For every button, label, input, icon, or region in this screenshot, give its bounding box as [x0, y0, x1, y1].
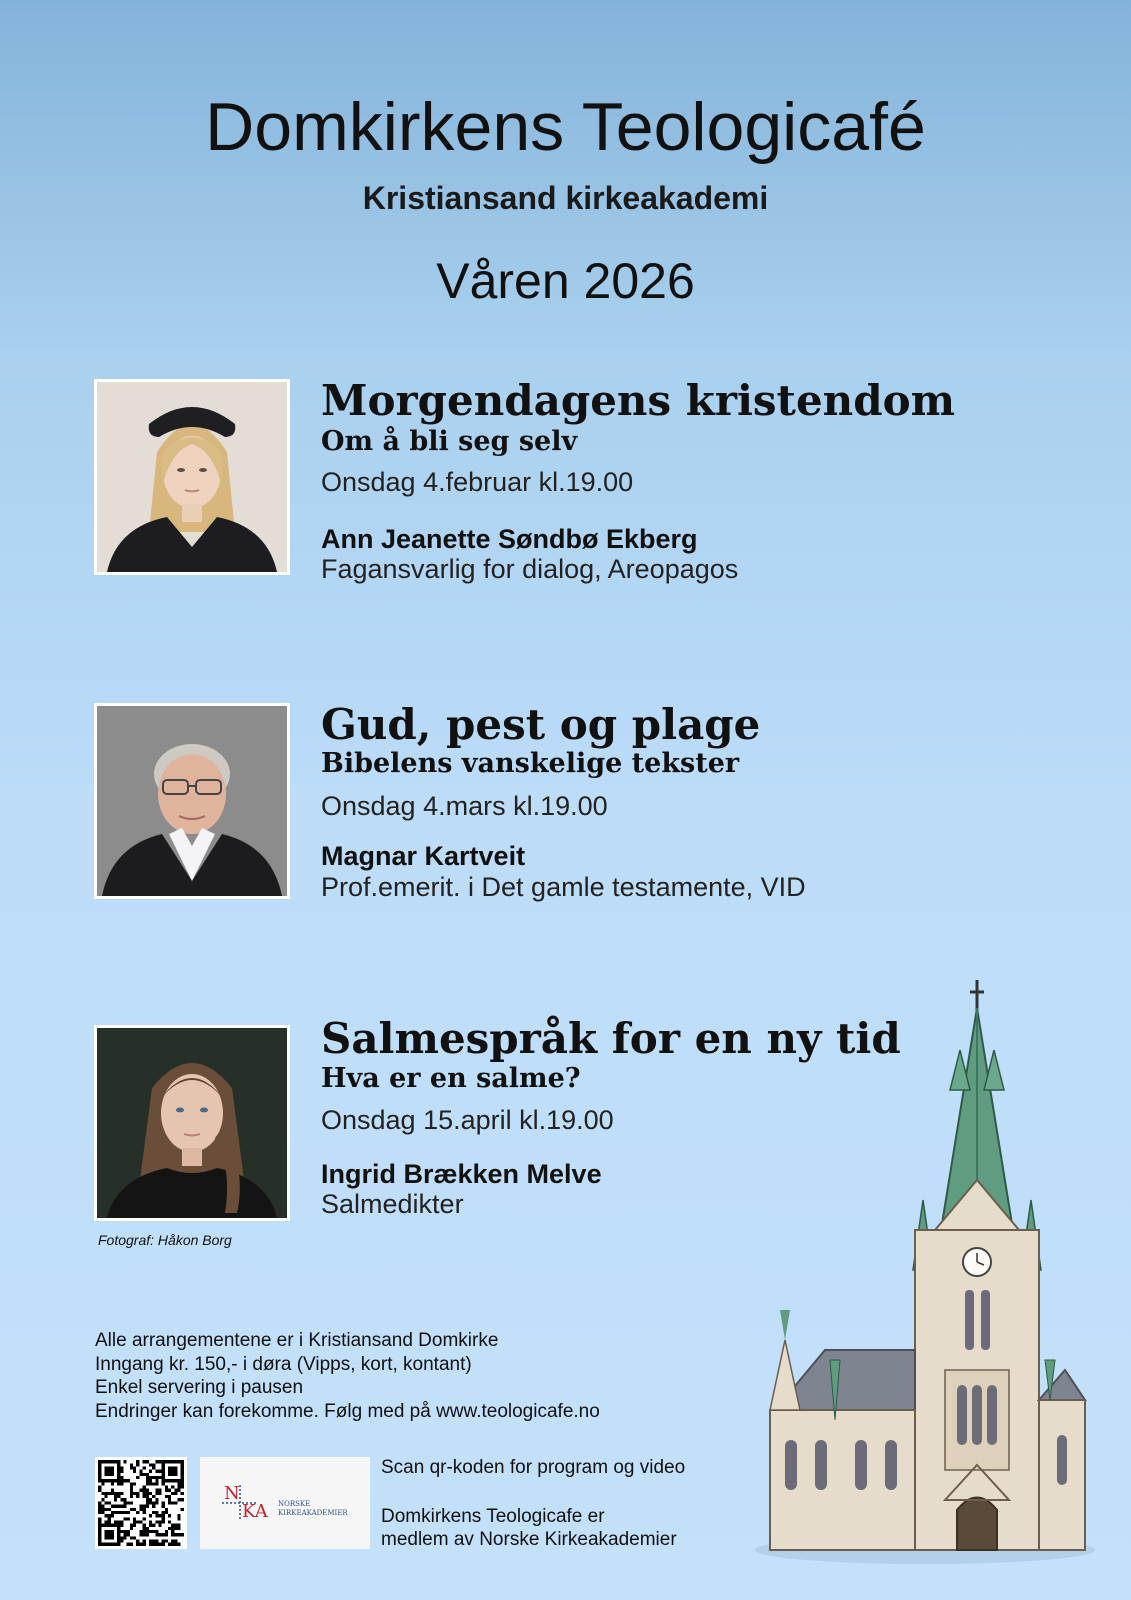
- event-3-role: Salmedikter: [321, 1189, 464, 1219]
- info-line: Enkel servering i pausen: [95, 1377, 304, 1398]
- event-3-subtitle: Hva er en salme?: [321, 1063, 581, 1094]
- info-block: [95, 1329, 600, 1423]
- event-3-speaker: Ingrid Brækken Melve: [321, 1159, 602, 1189]
- event-1-date: Onsdag 4.februar kl.19.00: [321, 467, 634, 497]
- poster-subtitle: Kristiansand kirkeakademi: [362, 180, 769, 216]
- event-3-date: Onsdag 15.april kl.19.00: [321, 1105, 614, 1135]
- qr-code-icon[interactable]: [95, 1457, 187, 1549]
- nka-logo: [200, 1457, 370, 1549]
- logo-letters-ka: KA: [242, 1501, 268, 1522]
- info-line: Endringer kan forekomme. Følg med på www.teologicafe.no: [95, 1400, 600, 1422]
- event-1-speaker: Ann Jeanette Søndbø Ekberg: [321, 524, 698, 554]
- membership-text: [381, 1505, 677, 1551]
- logo-line-2: KIRKEAKADEMIER: [278, 1509, 348, 1517]
- event-2-subtitle: Bibelens vanskelige tekster: [321, 748, 740, 779]
- logo-line-1: NORSKE: [278, 1500, 311, 1508]
- membership-line-2: medlem av Norske Kirkeakademier: [381, 1529, 677, 1550]
- speaker-photo-2: [94, 703, 290, 899]
- photo-credit: Fotograf: Håkon Borg: [98, 1232, 232, 1248]
- event-2-role: Prof.emerit. i Det gamle testamente, VID: [321, 872, 806, 902]
- event-1-title: Morgendagens kristendom: [321, 376, 956, 425]
- church-illustration: [745, 980, 1100, 1575]
- scan-instruction: Scan qr-koden for program og video: [381, 1457, 686, 1478]
- logo-letter-n: N: [224, 1483, 240, 1504]
- membership-line-1: Domkirkens Teologicafe er: [381, 1506, 605, 1527]
- poster-title: Domkirkens Teologicafé: [205, 89, 926, 165]
- info-line: Inngang kr. 150,- i døra (Vipps, kort, kontant): [95, 1353, 472, 1375]
- event-1-subtitle: Om å bli seg selv: [321, 426, 578, 457]
- speaker-photo-3: [94, 1025, 290, 1221]
- info-line: Alle arrangementene er i Kristiansand Domkirke: [95, 1330, 499, 1351]
- event-2-title: Gud, pest og plage: [321, 700, 761, 749]
- event-2-date: Onsdag 4.mars kl.19.00: [321, 791, 608, 821]
- season-label: Våren 2026: [436, 253, 695, 309]
- speaker-photo-1: [94, 379, 290, 575]
- event-1-role: Fagansvarlig for dialog, Areopagos: [321, 554, 739, 584]
- event-2-speaker: Magnar Kartveit: [321, 841, 526, 871]
- event-3-title: Salmespråk for en ny tid: [321, 1014, 901, 1063]
